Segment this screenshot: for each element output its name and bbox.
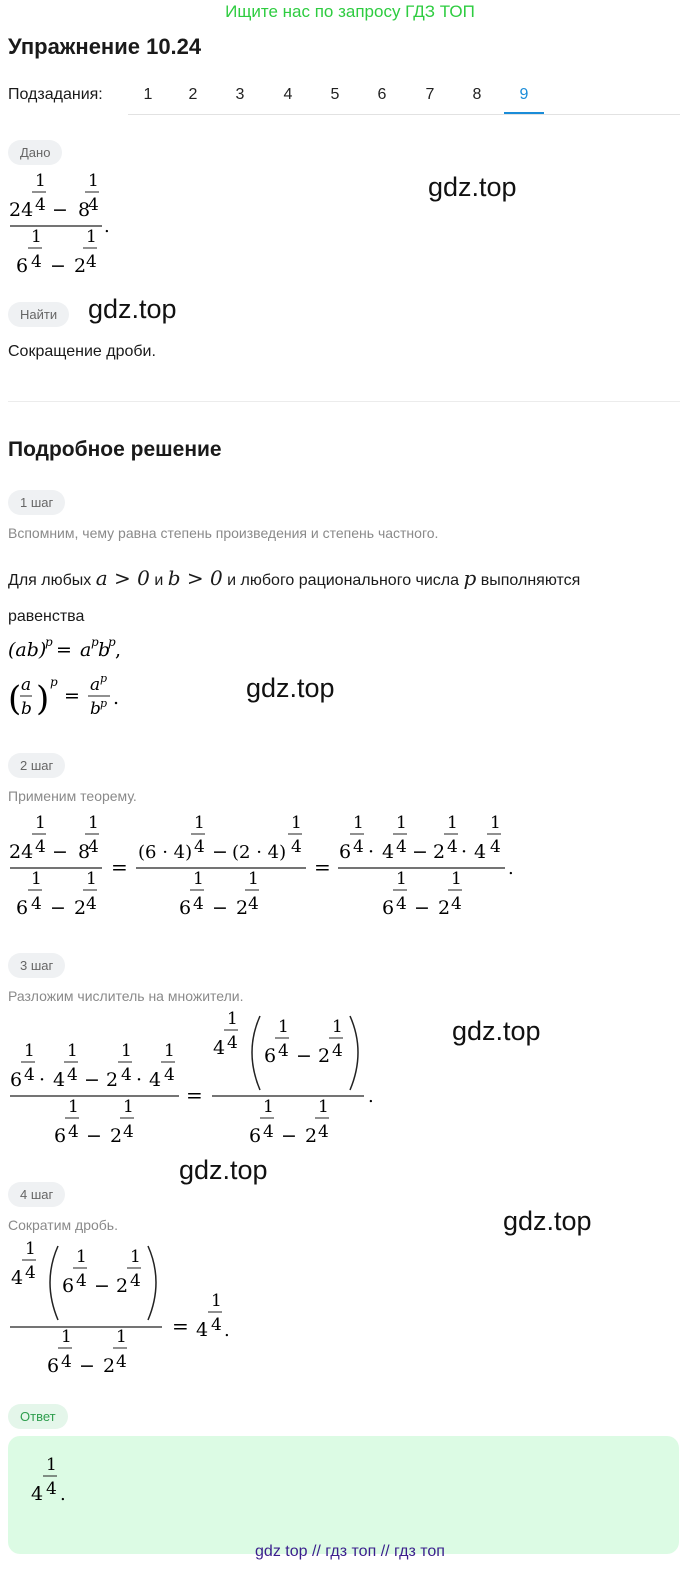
svg-text:1: 1: [35, 171, 46, 191]
svg-text:−: −: [281, 1125, 297, 1147]
svg-text:4: 4: [211, 1315, 222, 1335]
step3-equation: [8, 1010, 388, 1150]
svg-text:1: 1: [31, 227, 42, 247]
svg-text:4: 4: [86, 252, 97, 272]
svg-text:1: 1: [88, 171, 99, 191]
svg-text:6: 6: [339, 841, 352, 863]
watermark: gdz.top: [88, 294, 177, 324]
svg-text:.: .: [113, 687, 120, 709]
step1-badge: 1 шаг: [8, 490, 65, 515]
svg-text:−: −: [414, 897, 430, 919]
tab-3[interactable]: 3: [235, 86, 245, 103]
svg-text:4: 4: [31, 894, 42, 914]
find-text: Сокращение дроби.: [8, 343, 156, 360]
svg-text:4: 4: [164, 1065, 175, 1085]
svg-text:4: 4: [46, 1479, 57, 1499]
tab-7[interactable]: 7: [425, 86, 435, 103]
svg-text:2: 2: [74, 897, 87, 919]
svg-text:4: 4: [53, 1069, 66, 1091]
svg-text:6: 6: [179, 897, 192, 919]
svg-text:=: =: [186, 1083, 203, 1107]
svg-text:6: 6: [54, 1125, 67, 1147]
svg-text:4: 4: [196, 1319, 209, 1341]
svg-text:1: 1: [248, 869, 259, 889]
svg-text:4: 4: [248, 894, 259, 914]
svg-text:a: a: [90, 675, 101, 695]
svg-text:−: −: [50, 897, 66, 919]
subtasks-label: Подзадания:: [8, 86, 103, 103]
tab-2[interactable]: 2: [188, 86, 198, 103]
svg-text:4: 4: [396, 837, 407, 857]
svg-text:4: 4: [213, 1037, 226, 1059]
top-banner: Ищите нас по запросу ГДЗ ТОП: [225, 2, 475, 21]
svg-text:4: 4: [76, 1271, 87, 1291]
svg-text:(2 · 4): (2 · 4): [232, 842, 287, 863]
step3-hint: Разложим числитель на множители.: [8, 988, 244, 1004]
svg-text:4: 4: [68, 1122, 79, 1142]
svg-text:=: =: [111, 855, 128, 879]
svg-text:1: 1: [88, 813, 99, 833]
svg-text:1: 1: [121, 1041, 132, 1061]
svg-text:4: 4: [193, 894, 204, 914]
svg-text:1: 1: [211, 1291, 222, 1311]
svg-text:a: a: [21, 675, 32, 695]
svg-text:4: 4: [121, 1065, 132, 1085]
svg-text:2: 2: [110, 1125, 123, 1147]
svg-text:4: 4: [88, 195, 99, 215]
tab-5[interactable]: 5: [330, 86, 340, 103]
watermark: gdz.top: [246, 673, 335, 703]
step2-equation: [8, 810, 528, 925]
svg-text:4: 4: [25, 1263, 36, 1283]
step1-statement: Для любых a > 0 и b > 0 и любого рационального числа p выполняются равенства: [8, 566, 581, 625]
svg-text:2: 2: [433, 841, 446, 863]
svg-text:4: 4: [396, 894, 407, 914]
svg-text:p: p: [50, 675, 58, 689]
svg-text:4: 4: [353, 837, 364, 857]
svg-text:6: 6: [10, 1069, 23, 1091]
svg-text:4: 4: [31, 1483, 44, 1505]
svg-text:1: 1: [318, 1097, 329, 1117]
tab-8[interactable]: 8: [472, 86, 482, 103]
svg-text:4: 4: [35, 837, 46, 857]
svg-text:2: 2: [103, 1355, 116, 1377]
svg-text:4: 4: [86, 894, 97, 914]
svg-text:2: 2: [438, 897, 451, 919]
svg-text:4: 4: [451, 894, 462, 914]
svg-text:1: 1: [263, 1097, 274, 1117]
svg-text:8: 8: [78, 841, 91, 863]
svg-text:1: 1: [332, 1017, 343, 1037]
svg-text:(: (: [8, 679, 22, 719]
svg-text:1: 1: [278, 1017, 289, 1037]
svg-text:): ): [36, 679, 50, 719]
svg-text:−: −: [52, 841, 68, 863]
svg-text:·: ·: [39, 1069, 46, 1091]
svg-text:4: 4: [447, 837, 458, 857]
svg-text:p: p: [100, 672, 108, 685]
svg-text:1: 1: [447, 813, 458, 833]
svg-text:.: .: [368, 1086, 374, 1107]
svg-text:2: 2: [74, 255, 87, 277]
svg-text:=: =: [64, 685, 80, 707]
svg-text:b: b: [98, 639, 111, 661]
svg-text:6: 6: [382, 897, 395, 919]
svg-text:6: 6: [62, 1275, 75, 1297]
svg-text:1: 1: [227, 1009, 238, 1029]
svg-text:1: 1: [451, 869, 462, 889]
svg-text:1: 1: [46, 1455, 57, 1475]
svg-text:2: 2: [305, 1125, 318, 1147]
svg-text:1: 1: [123, 1097, 134, 1117]
page-title: Упражнение 10.24: [8, 34, 202, 59]
tab-9[interactable]: 9: [504, 82, 544, 114]
svg-text:(ab): (ab): [8, 639, 47, 661]
svg-text:=: =: [314, 855, 331, 879]
svg-text:1: 1: [61, 1327, 72, 1347]
svg-text:1: 1: [130, 1247, 141, 1267]
subtask-tabs: [128, 82, 680, 115]
svg-text:2: 2: [236, 897, 249, 919]
svg-text:4: 4: [31, 252, 42, 272]
given-badge: Дано: [8, 140, 62, 165]
svg-text:4: 4: [278, 1041, 289, 1061]
watermark: gdz.top: [179, 1155, 268, 1185]
svg-text:−: −: [52, 199, 68, 221]
tab-6[interactable]: 6: [377, 86, 387, 103]
svg-text:=: =: [172, 1314, 189, 1338]
section-divider: [8, 401, 680, 402]
svg-text:a: a: [80, 639, 92, 661]
svg-text:4: 4: [318, 1122, 329, 1142]
svg-text:24: 24: [9, 199, 34, 221]
svg-text:(6 · 4): (6 · 4): [138, 842, 193, 863]
tab-4[interactable]: 4: [283, 86, 293, 103]
svg-text:4: 4: [194, 837, 205, 857]
answer-badge: Ответ: [8, 1404, 68, 1429]
svg-text:2: 2: [318, 1045, 331, 1067]
svg-text:b: b: [21, 699, 32, 719]
svg-text:6: 6: [47, 1355, 60, 1377]
step4-hint: Сократим дробь.: [8, 1217, 118, 1233]
svg-text:1: 1: [193, 869, 204, 889]
tab-1[interactable]: 1: [143, 86, 153, 103]
svg-text:−: −: [94, 1275, 110, 1297]
svg-text:b: b: [90, 699, 101, 719]
given-fraction: [8, 168, 118, 278]
svg-text:6: 6: [16, 897, 29, 919]
svg-text:1: 1: [291, 813, 302, 833]
footer-links[interactable]: gdz top // гдз топ // гдз топ: [255, 1543, 445, 1560]
svg-text:4: 4: [474, 841, 487, 863]
svg-text:4: 4: [35, 195, 46, 215]
svg-text:p: p: [100, 697, 108, 710]
svg-text:4: 4: [67, 1065, 78, 1085]
svg-text:−: −: [50, 255, 66, 277]
svg-text:8: 8: [78, 199, 91, 221]
find-badge: Найти: [8, 302, 69, 327]
svg-text:24: 24: [9, 841, 34, 863]
svg-text:1: 1: [396, 813, 407, 833]
svg-text:4: 4: [149, 1069, 162, 1091]
svg-text:p: p: [108, 635, 116, 649]
step4-badge: 4 шаг: [8, 1182, 65, 1207]
svg-text:,: ,: [115, 639, 122, 661]
svg-text:−: −: [86, 1125, 102, 1147]
svg-text:=: =: [56, 639, 72, 661]
svg-text:·: ·: [136, 1069, 143, 1091]
svg-text:−: −: [296, 1045, 312, 1067]
svg-text:·: ·: [461, 841, 468, 863]
svg-text:1: 1: [25, 1239, 36, 1259]
svg-text:4: 4: [490, 837, 501, 857]
svg-text:4: 4: [227, 1033, 238, 1053]
svg-text:1: 1: [396, 869, 407, 889]
svg-text:4: 4: [61, 1352, 72, 1372]
svg-text:1: 1: [68, 1097, 79, 1117]
watermark: gdz.top: [452, 1016, 541, 1046]
svg-text:p: p: [91, 635, 99, 649]
svg-text:4: 4: [130, 1271, 141, 1291]
svg-text:1: 1: [86, 869, 97, 889]
svg-text:.: .: [104, 216, 110, 237]
watermark: gdz.top: [428, 172, 517, 202]
svg-text:−: −: [212, 841, 228, 863]
svg-text:6: 6: [249, 1125, 262, 1147]
svg-text:4: 4: [116, 1352, 127, 1372]
svg-text:·: ·: [368, 841, 375, 863]
svg-text:2: 2: [106, 1069, 119, 1091]
svg-text:2: 2: [116, 1275, 129, 1297]
svg-text:−: −: [84, 1069, 100, 1091]
step3-badge: 3 шаг: [8, 953, 65, 978]
svg-text:4: 4: [88, 837, 99, 857]
svg-text:.: .: [224, 1320, 230, 1341]
step2-badge: 2 шаг: [8, 753, 65, 778]
svg-text:.: .: [508, 858, 514, 879]
svg-text:−: −: [79, 1355, 95, 1377]
svg-text:4: 4: [332, 1041, 343, 1061]
svg-text:1: 1: [31, 869, 42, 889]
svg-text:4: 4: [11, 1267, 24, 1289]
svg-text:1: 1: [86, 227, 97, 247]
svg-text:−: −: [412, 841, 428, 863]
step2-hint: Применим теорему.: [8, 788, 137, 804]
answer-box: [8, 1436, 679, 1554]
svg-text:1: 1: [76, 1247, 87, 1267]
svg-text:p: p: [45, 635, 53, 649]
svg-text:4: 4: [291, 837, 302, 857]
svg-text:1: 1: [35, 813, 46, 833]
svg-text:1: 1: [24, 1041, 35, 1061]
svg-text:1: 1: [67, 1041, 78, 1061]
step1-hint: Вспомним, чему равна степень произведения и степень частного.: [8, 525, 439, 541]
svg-text:1: 1: [490, 813, 501, 833]
step1-formulas: [8, 634, 168, 724]
svg-text:.: .: [60, 1484, 66, 1505]
step4-equation: [8, 1238, 248, 1378]
svg-text:4: 4: [123, 1122, 134, 1142]
svg-text:6: 6: [16, 255, 29, 277]
solution-heading: Подробное решение: [8, 438, 222, 461]
svg-text:1: 1: [164, 1041, 175, 1061]
watermark: gdz.top: [503, 1206, 592, 1236]
svg-text:6: 6: [264, 1045, 277, 1067]
svg-text:4: 4: [382, 841, 395, 863]
answer-value: [30, 1452, 90, 1512]
svg-text:4: 4: [263, 1122, 274, 1142]
svg-text:1: 1: [116, 1327, 127, 1347]
svg-text:1: 1: [194, 813, 205, 833]
svg-text:4: 4: [24, 1065, 35, 1085]
svg-text:−: −: [212, 897, 228, 919]
svg-text:1: 1: [353, 813, 364, 833]
